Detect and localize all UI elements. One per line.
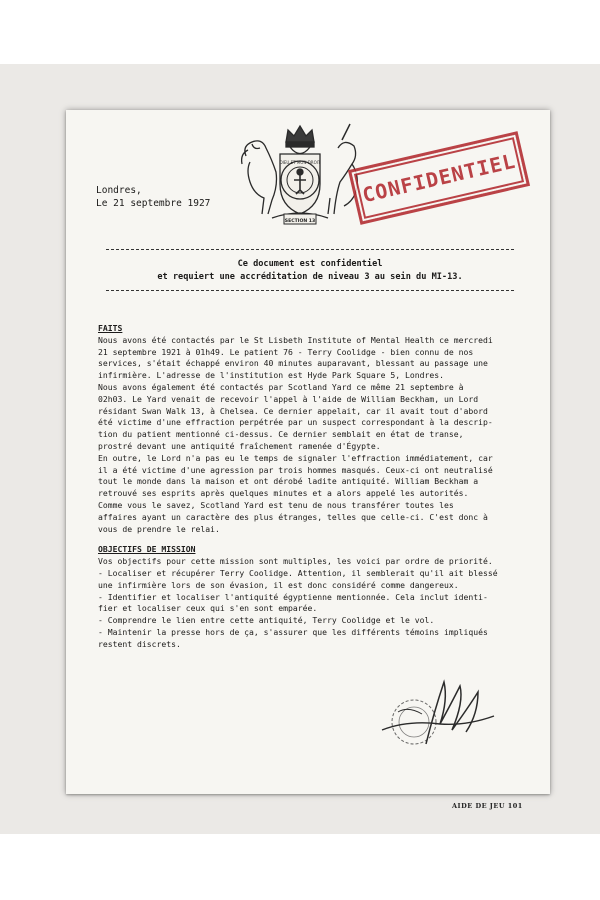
confidential-letter bbox=[66, 110, 550, 794]
place: Londres, bbox=[96, 185, 142, 196]
confidentiality-notice bbox=[106, 258, 514, 284]
divider-bottom bbox=[106, 290, 514, 291]
text-line: affaires ayant un caractère des plus étranges, telles que celle-ci. C'est donc à bbox=[98, 511, 488, 522]
text-line: restent discrets. bbox=[98, 638, 181, 649]
text-line: 21 septembre 1921 à 01h49. Le patient 76 - Terry Coolidge - bien connu de nos bbox=[98, 346, 474, 357]
text-line: prostré devant une antiquité fraîchement ramenée d'Égypte. bbox=[98, 440, 381, 451]
notice-line-2: et requiert une accréditation de niveau 3 au sein du MI-13. bbox=[157, 272, 463, 282]
divider-top bbox=[106, 249, 514, 250]
faits-heading: FAITS bbox=[98, 323, 123, 333]
confidential-stamp: CONFIDENTIEL bbox=[348, 131, 530, 225]
seal-motto: DIEU ET MON DROIT bbox=[279, 160, 321, 165]
game-aid-caption: AIDE DE JEU 101 bbox=[452, 802, 523, 810]
text-line: vous de prendre le relai. bbox=[98, 523, 220, 534]
signature-and-ink-stamp bbox=[378, 672, 498, 752]
text-line: Vos objectifs pour cette mission sont multiples, les voici par ordre de priorité. bbox=[98, 556, 493, 567]
date: Le 21 septembre 1927 bbox=[96, 198, 211, 209]
notice-line-1: Ce document est confidentiel bbox=[237, 259, 383, 269]
faits-paragraphs bbox=[98, 335, 530, 536]
text-line: - Identifier et localiser l'antiquité égyptienne mentionnée. Cela inclut identi- bbox=[98, 591, 488, 602]
text-line: une infirmière lors de son évasion, il est donc considéré comme dangereux. bbox=[98, 579, 459, 590]
text-line: - Localiser et récupérer Terry Coolidge. Attention, il semblerait qu'il ait blessé bbox=[98, 567, 498, 578]
letter-body bbox=[98, 323, 530, 651]
text-line: Comme vous le savez, Scotland Yard est tenu de nous transférer toutes les bbox=[98, 499, 454, 510]
text-line: résidant Swan Walk 13, à Chelsea. Ce dernier appelait, car il avait tout d'abord bbox=[98, 405, 488, 416]
text-line: Nous avons été contactés par le St Lisbeth Institute of Mental Health ce mercredi bbox=[98, 334, 493, 345]
text-line: 02h03. Le Yard venait de recevoir l'appel à l'aide de William Beckham, un Lord bbox=[98, 393, 479, 404]
text-line: En outre, le Lord n'a pas eu le temps de signaler l'effraction immédiatement, car bbox=[98, 452, 493, 463]
text-line: tout le monde dans la maison et ont dérobé ladite antiquité. William Beckham a bbox=[98, 476, 479, 487]
text-line: infirmière. L'adresse de l'institution est Hyde Park Square 5, Londres. bbox=[98, 370, 444, 381]
text-line: fier et localiser ceux qui s'en sont emparée. bbox=[98, 603, 318, 614]
objectifs-paragraphs bbox=[98, 556, 530, 650]
seal-section-label: SECTION 13 bbox=[284, 219, 316, 224]
text-line: il a été victime d'une agression par trois hommes masqués. Ceux-ci ont neutralisé bbox=[98, 464, 493, 475]
text-line: services, s'était échappé environ 40 minutes auparavant, blessant au passage une bbox=[98, 358, 488, 369]
text-line: retrouvé ses esprits après quelques minutes et a alors appelé les autorités. bbox=[98, 488, 469, 499]
text-line: tion du patient mentionné ci-dessus. Ce dernier semblait en état de transe, bbox=[98, 429, 464, 440]
text-line: Nous avons également été contactés par Scotland Yard ce même 21 septembre à bbox=[98, 381, 464, 392]
text-line: été victime d'une effraction perpétrée par un suspect correspondant à la descrip- bbox=[98, 417, 493, 428]
text-line: - Maintenir la presse hors de ça, s'assurer que les différents témoins impliqués bbox=[98, 626, 488, 637]
place-and-date bbox=[96, 184, 210, 210]
objectifs-heading: OBJECTIFS DE MISSION bbox=[98, 544, 196, 555]
text-line: - Comprendre le lien entre cette antiquité, Terry Coolidge et le vol. bbox=[98, 615, 435, 626]
royal-coat-of-arms-seal bbox=[232, 120, 368, 228]
